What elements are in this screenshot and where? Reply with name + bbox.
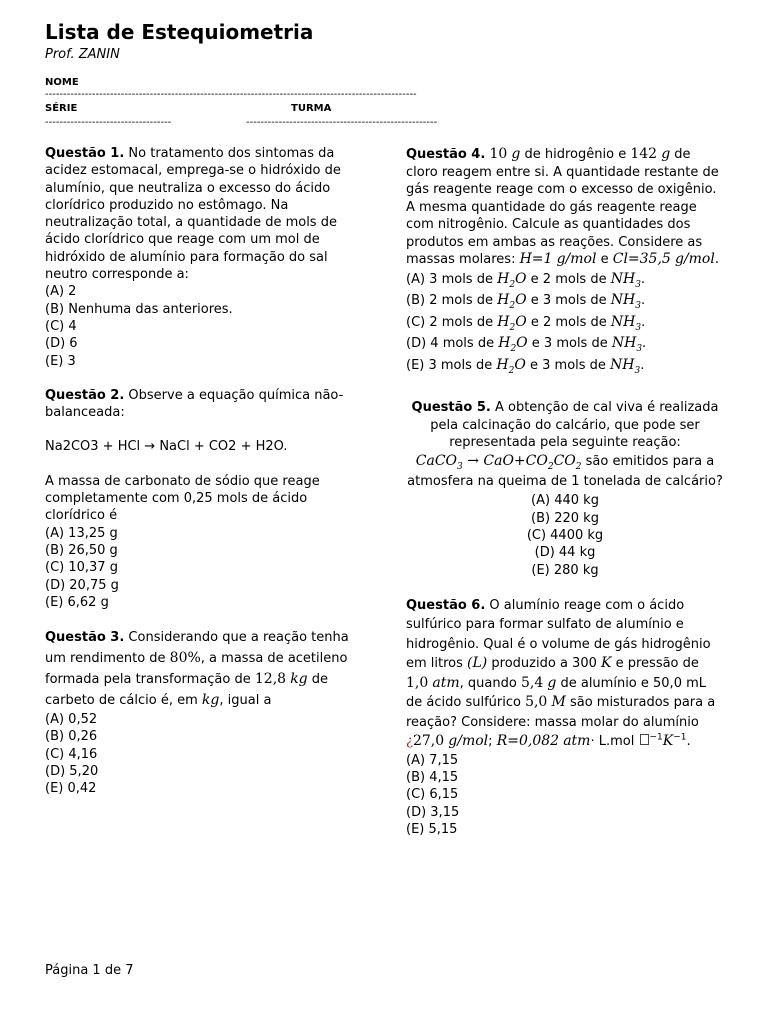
q3-label: Questão 3. bbox=[45, 630, 125, 646]
question-1 bbox=[45, 145, 367, 370]
q2-equation: Na2CO3 + HCl → NaCl + CO2 + H2O. bbox=[45, 439, 288, 455]
q5-option-e: (E) 280 kg bbox=[531, 562, 599, 578]
q3-text-4: , igual a bbox=[219, 693, 272, 709]
q4-dot: . bbox=[714, 252, 719, 267]
q6-option-c: (C) 6,15 bbox=[406, 787, 459, 803]
q4-mass-h: H=1 bbox=[519, 251, 553, 267]
nome-line: ------------------------------------------------------------------------------------------------------- bbox=[45, 89, 417, 100]
q3-text-2: , a massa de acetileno formada pela transformação de bbox=[45, 651, 348, 688]
q4-label: Questão 4. bbox=[406, 147, 486, 162]
q3-option-a: (A) 0,52 bbox=[45, 712, 98, 728]
q5-text: A obtenção de cal viva é realizada pela calcinação do calcário, que pode ser representada pela seguinte reação: bbox=[430, 400, 719, 451]
q1-text: No tratamento dos sintomas da acidez estomacal, emprega-se o hidróxido de alumínio, que neutraliza o excesso do ácido clorídrico produzido no estômago. Na neutralização total, a quantidade de mols de ácido clorídrico que reage com um mol de hidróxido de alumínio para formação do sal neutro corresponde a: bbox=[45, 146, 341, 283]
q4-unit-2: g bbox=[661, 146, 671, 162]
turma-label: TURMA bbox=[291, 103, 332, 114]
q1-option-d: (D) 6 bbox=[45, 336, 78, 352]
question-5 bbox=[406, 399, 724, 578]
q4-mass-cl: Cl=35,5 bbox=[612, 251, 671, 267]
q3-unit: kg bbox=[290, 671, 308, 688]
q1-option-a: (A) 2 bbox=[45, 284, 77, 300]
q4-number-2: 142 bbox=[630, 146, 658, 162]
q5-option-b: (B) 220 kg bbox=[531, 510, 599, 526]
q6-option-a: (A) 7,15 bbox=[406, 752, 459, 768]
q6-text-1: O alumínio reage com o ácido sulfúrico para formar sulfato de alumínio e hidrogênio. Qual é o volume de gás hidrogênio em litros bbox=[406, 597, 711, 672]
q6-gmol: g/mol bbox=[448, 733, 489, 750]
question-3 bbox=[45, 628, 367, 711]
q6-dot-operator: · bbox=[590, 734, 595, 750]
serie-label: SÉRIE bbox=[45, 103, 78, 114]
page-number: Página 1 de 7 bbox=[45, 963, 134, 978]
q6-liters: (L) bbox=[467, 655, 488, 672]
q1-option-b: (B) Nenhuma das anteriores. bbox=[45, 301, 233, 317]
q5-text-2: são emitidos para a atmosfera na queima de 1 tonelada de calcário? bbox=[407, 454, 723, 490]
q6-option-e: (E) 5,15 bbox=[406, 822, 458, 838]
left-column bbox=[45, 145, 367, 798]
serie-line: ----------------------------------- bbox=[45, 117, 172, 128]
q3-option-d: (D) 5,20 bbox=[45, 764, 99, 780]
q5-label: Questão 5. bbox=[411, 400, 491, 416]
q3-mass: 12,8 bbox=[254, 671, 287, 688]
q6-text-2: produzido a 300 bbox=[487, 656, 601, 672]
q3-text: Considerando que a reação tenha um rendimento de bbox=[45, 630, 349, 667]
q5-option-a: (A) 440 kg bbox=[531, 493, 599, 509]
q6-molar: M bbox=[551, 694, 566, 711]
q1-option-c: (C) 4 bbox=[45, 318, 77, 334]
q2-text2: A massa de carbonato de sódio que reage completamente com 0,25 mols de ácido clorídrico é bbox=[45, 473, 320, 524]
q6-inverted-question: ¿ bbox=[406, 734, 413, 750]
q6-text-5: de alumínio e 50,0 mL de ácido sulfúrico bbox=[406, 675, 707, 711]
q1-label: Questão 1. bbox=[45, 146, 125, 161]
q6-atm: atm bbox=[432, 674, 460, 691]
q6-label: Questão 6. bbox=[406, 597, 486, 613]
q4-unit-cl: g/mol bbox=[674, 251, 715, 267]
question-2 bbox=[45, 387, 367, 611]
professor-name: Prof. ZANIN bbox=[45, 47, 120, 62]
q2-label: Questão 2. bbox=[45, 387, 125, 403]
q4-option-e: (E) 3 mols de $H_2O$ e 3 mols de $NH_3$. bbox=[406, 356, 645, 376]
q2-option-a: (A) 13,25 g bbox=[45, 525, 118, 541]
q3-unit-2: kg bbox=[201, 692, 220, 709]
nome-label: NOME bbox=[45, 77, 79, 88]
q4-option-d: (D) 4 mols de $H_2O$ e 3 mols de $NH_3$. bbox=[406, 335, 647, 355]
q6-text-6: são misturados para a reação? Considere: massa molar do alumínio bbox=[406, 695, 716, 730]
q4-unit-1: g bbox=[511, 146, 521, 162]
q4-option-b: (B) 2 mols de $H_2O$ e 3 mols de $NH_3$. bbox=[406, 292, 646, 311]
q6-molar-mass: 27,0 bbox=[412, 733, 445, 750]
q2-option-d: (D) 20,75 g bbox=[45, 577, 119, 593]
turma-line: ----------------------------------------------------- bbox=[246, 117, 438, 128]
q6-concentration: 5,0 bbox=[525, 694, 548, 711]
question-4 bbox=[406, 146, 724, 376]
document-title: Lista de Estequiometria bbox=[45, 20, 314, 44]
q4-unit-h: g/mol bbox=[556, 251, 597, 267]
q6-semicolon: ; bbox=[488, 734, 497, 750]
q6-kelvin: K bbox=[601, 655, 612, 672]
q4-number-1: 10 bbox=[489, 146, 508, 162]
q6-text-4: , quando bbox=[459, 675, 521, 691]
q6-atm-2: atm bbox=[563, 733, 591, 750]
q6-end: . bbox=[686, 734, 691, 750]
q4-option-c: (C) 2 mols de $H_2O$ e 2 mols de $NH_3$. bbox=[406, 313, 646, 333]
q4-and: e bbox=[596, 252, 613, 267]
q1-option-e: (E) 3 bbox=[45, 353, 76, 369]
q5-option-d: (D) 44 kg bbox=[534, 545, 596, 561]
q3-option-c: (C) 4,16 bbox=[45, 746, 98, 762]
q6-r-constant: R=0,082 bbox=[496, 733, 560, 750]
q5-equation: CaCO$_3$ → $CaO+CO_2CO_2$ bbox=[415, 453, 582, 473]
q6-lmol: L.mol bbox=[594, 734, 639, 750]
q2-option-c: (C) 10,37 g bbox=[45, 560, 118, 576]
q2-option-b: (B) 26,50 g bbox=[45, 542, 118, 558]
q3-text-3: de carbeto de cálcio é, em bbox=[45, 672, 329, 709]
q6-mass-al: 5,4 bbox=[520, 674, 544, 691]
right-column bbox=[406, 146, 724, 838]
q4-text-2: de cloro reagem entre si. A quantidade restante de gás reagente reage com o excesso de oxigênio. A mesma quantidade do gás reagente reage com nitrogênio. Calcule as quantidades dos produtos em ambas as reações. Considere as massas molares: bbox=[406, 147, 719, 267]
q6-option-d: (D) 3,15 bbox=[406, 804, 460, 820]
q3-percent: 80% bbox=[169, 650, 201, 667]
q6-option-b: (B) 4,15 bbox=[406, 770, 459, 786]
q2-option-e: (E) 6,62 g bbox=[45, 594, 109, 610]
q3-option-e: (E) 0,42 bbox=[45, 781, 97, 797]
q4-option-a: (A) 3 mols de $H_2O$ e 2 mols de $NH_3$. bbox=[406, 270, 646, 290]
q4-text-1: de hidrogênio e bbox=[520, 147, 631, 162]
q2-text: Observe a equação química não-balanceada: bbox=[45, 387, 344, 421]
q6-text-3: e pressão de bbox=[611, 656, 699, 672]
q6-pressure: 1,0 bbox=[406, 674, 429, 691]
q5-option-c: (C) 4400 kg bbox=[526, 527, 604, 543]
question-6: Questão 6. O alumínio reage com o ácido sulfúrico para formar sulfato de alumínio e hidrogênio. Qual é o volume de gás hidrogênio em litros (L) produzido a 300 K e pressão de 1,0 atm, quando 5,4 g de alumínio e 50,0 mL de ácido sulfúrico 5,0 M são misturados para a reação? Considere: massa molar do alumínio ¿27,0 g/mol; R=0,082 atm· L.mol $^{-1}K^{-1}$. (A) 7,15 (B) 4,15 (C) 6,15 (D) 3,15 (E) 5,15 bbox=[406, 596, 724, 838]
q6-grams: g bbox=[547, 674, 557, 691]
q3-option-b: (B) 0,26 bbox=[45, 729, 98, 745]
